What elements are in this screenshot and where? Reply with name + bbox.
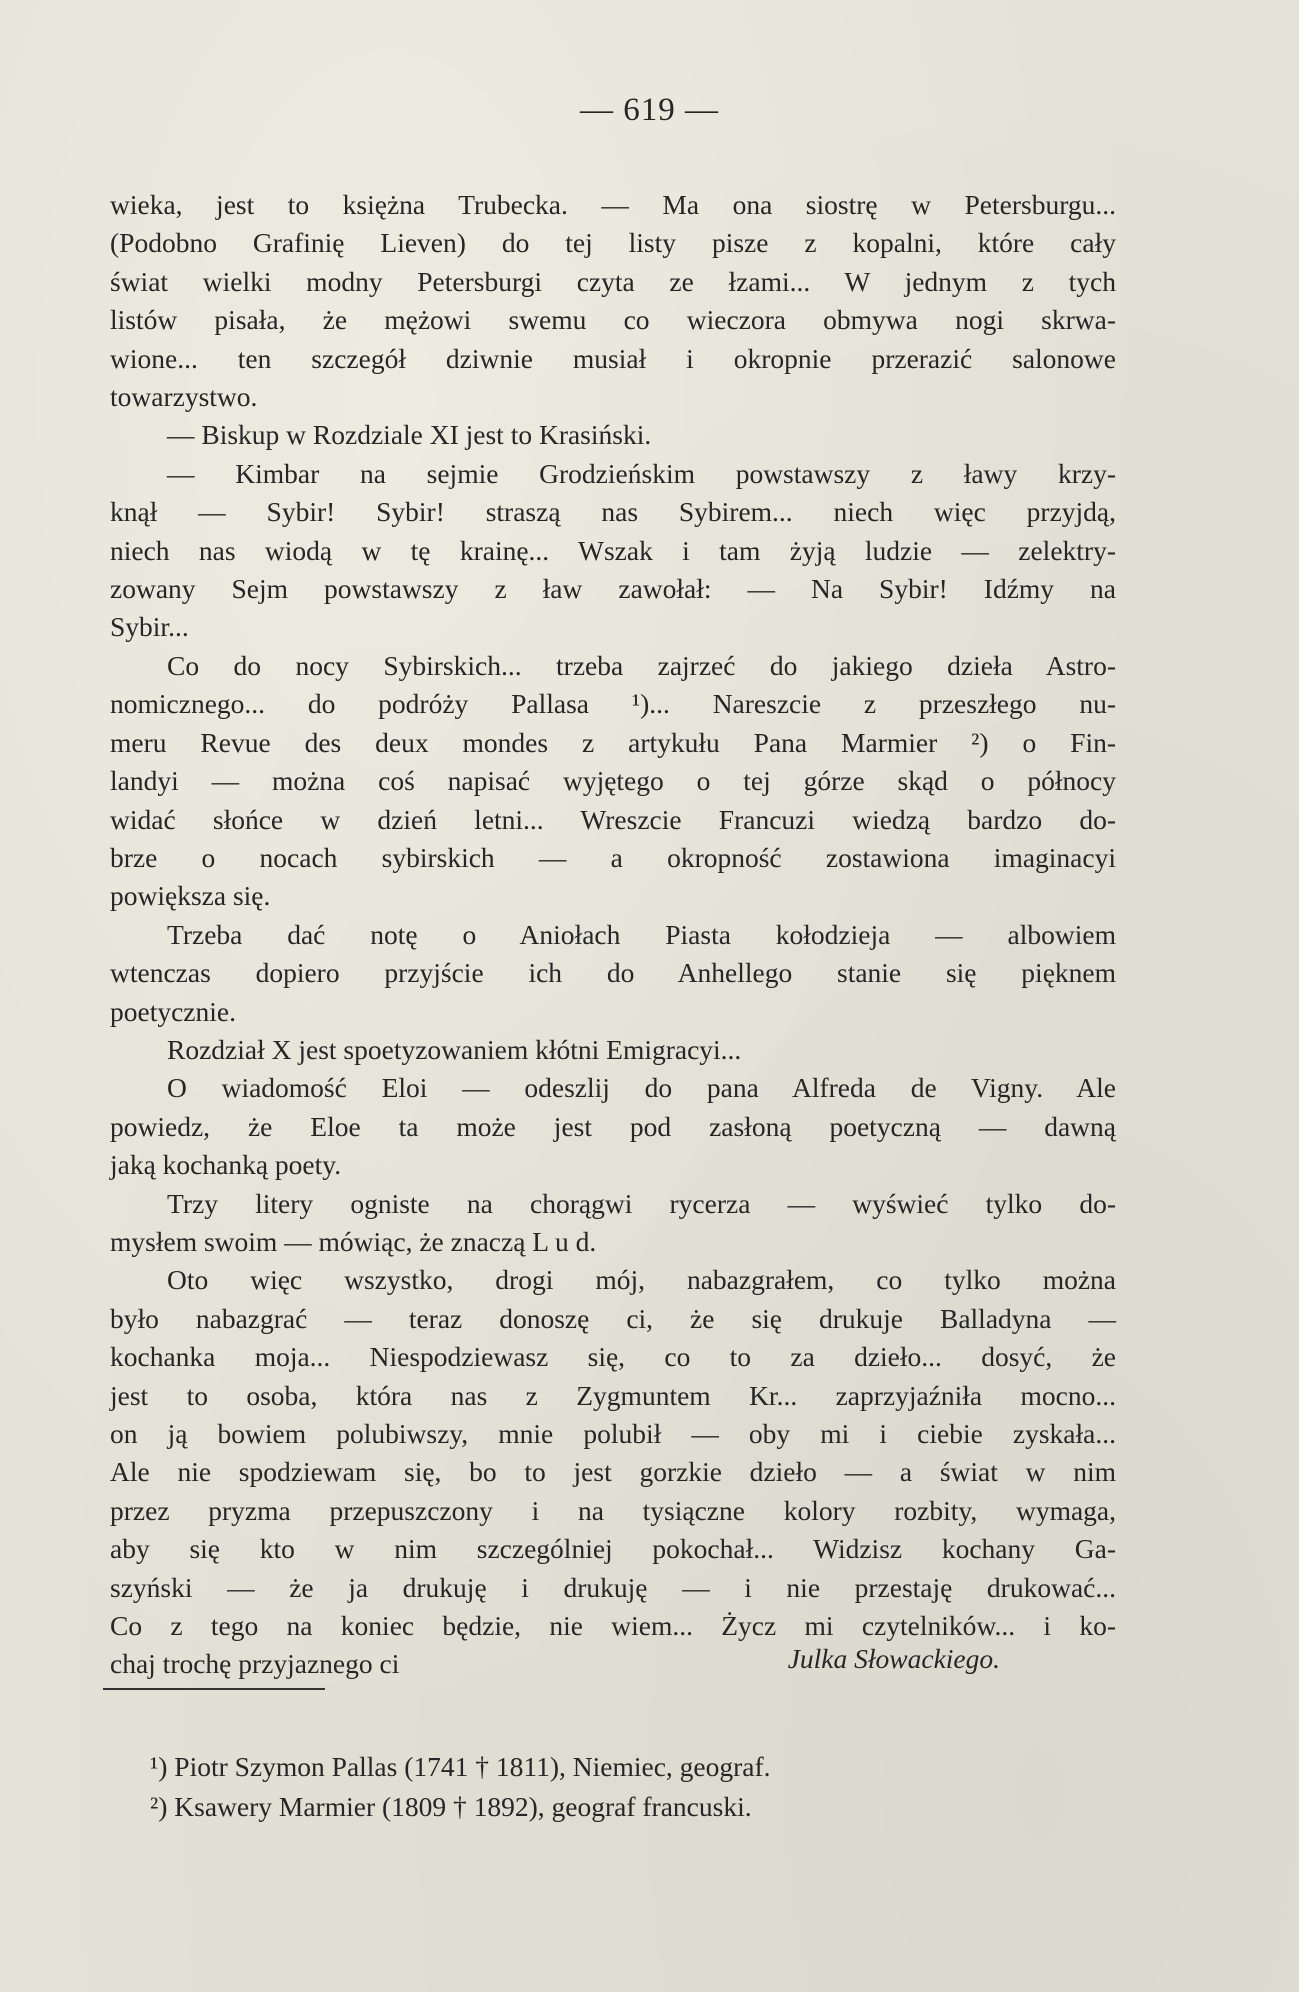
text-line: szyński — że ja drukuję i drukuję — i nie przestaję drukować... bbox=[110, 1571, 1116, 1603]
text-line: jaką kochanką poety. bbox=[110, 1149, 342, 1181]
text-line: O wiadomość Eloi — odeszlij do pana Alfreda de Vigny. Ale bbox=[167, 1072, 1116, 1104]
text-line: świat wielki modny Petersburgi czyta ze łzami... W jednym z tych bbox=[110, 265, 1116, 297]
text-line: przez pryzma przepuszczony i na tysiączne kolory rozbity, wymaga, bbox=[110, 1494, 1116, 1526]
footnotes bbox=[150, 1747, 1050, 1827]
text-line: meru Revue des deux mondes z artykułu Pana Marmier ²) o Fin- bbox=[110, 726, 1116, 758]
text-line: knął — Sybir! Sybir! straszą nas Sybirem... niech więc przyjdą, bbox=[110, 496, 1116, 528]
text-line: (Podobno Grafinię Lieven) do tej listy pisze z kopalni, które cały bbox=[110, 227, 1116, 259]
text-line: — Kimbar na sejmie Grodzieńskim powstawszy z ławy krzy- bbox=[167, 457, 1116, 489]
text-line: listów pisała, że mężowi swemu co wieczora obmywa nogi skrwa- bbox=[110, 304, 1116, 336]
text-line: Co z tego na koniec będzie, nie wiem... Życz mi czytelników... i ko- bbox=[110, 1610, 1116, 1642]
footnote-1: ¹) Piotr Szymon Pallas (1741 † 1811), Niemiec, geograf. bbox=[150, 1751, 771, 1782]
text-line: chaj trochę przyjaznego ci bbox=[110, 1648, 400, 1680]
text-line: Trzeba dać notę o Aniołach Piasta kołodzieja — albowiem bbox=[167, 918, 1116, 950]
text-line: on ją bowiem polubiwszy, mnie polubił — oby mi i ciebie zyskała... bbox=[110, 1418, 1116, 1449]
text-line: było nabazgrać — teraz donoszę ci, że się drukuje Balladyna — bbox=[110, 1302, 1116, 1334]
text-line: wieka, jest to księżna Trubecka. — Ma ona siostrę w Petersburgu... bbox=[110, 189, 1116, 220]
text-line: poetycznie. bbox=[110, 995, 236, 1027]
text-line: Co do nocy Sybirskich... trzeba zajrzeć do jakiego dzieła Astro- bbox=[167, 649, 1116, 681]
text-line: landyi — można coś napisać wyjętego o tej górze skąd o północy bbox=[110, 765, 1116, 797]
footnote-separator bbox=[103, 1688, 325, 1690]
text-line: aby się kto w nim szczególniej pokochał... Widzisz kochany Ga- bbox=[110, 1533, 1116, 1565]
text-line: brze o nocach sybirskich — a okropność zostawiona imaginacyi bbox=[110, 841, 1116, 873]
text-line: jest to osoba, która nas z Zygmuntem Kr... zaprzyjaźniła mocno... bbox=[110, 1379, 1116, 1411]
text-line: Sybir... bbox=[110, 611, 189, 643]
text-line: powiedz, że Eloe ta może jest pod zasłoną poetyczną — dawną bbox=[110, 1110, 1116, 1142]
text-line: towarzystwo. bbox=[110, 381, 258, 413]
body-text bbox=[110, 186, 1116, 1684]
page-number: — 619 — bbox=[580, 92, 719, 128]
text-line: Rozdział X jest spoetyzowaniem kłótni Emigracyi... bbox=[167, 1033, 742, 1065]
text-line: — Biskup w Rozdziale XI jest to Krasiński. bbox=[167, 419, 652, 451]
text-line: wione... ten szczegół dziwnie musiał i okropnie przerazić salonowe bbox=[110, 342, 1116, 374]
letter-signature: Julka Słowackiego. bbox=[787, 1643, 1000, 1674]
text-line: Oto więc wszystko, drogi mój, nabazgrałem, co tylko można bbox=[167, 1264, 1116, 1296]
text-line: powiększa się. bbox=[110, 880, 271, 912]
text-line: wtenczas dopiero przyjście ich do Anhellego stanie się pięknem bbox=[110, 957, 1116, 989]
text-line: widać słońce w dzień letni... Wreszcie Francuzi wiedzą bardzo do- bbox=[110, 803, 1116, 835]
text-line: kochanka moja... Niespodziewasz się, co to za dzieło... dosyć, że bbox=[110, 1341, 1116, 1373]
text-line: niech nas wiodą w tę krainę... Wszak i tam żyją ludzie — zelektry- bbox=[110, 534, 1116, 566]
footnote-2: ²) Ksawery Marmier (1809 † 1892), geograf francuski. bbox=[150, 1791, 752, 1822]
text-line: zowany Sejm powstawszy z ław zawołał: — Na Sybir! Idźmy na bbox=[110, 573, 1116, 605]
text-line: mysłem swoim — mówiąc, że znaczą L u d. bbox=[110, 1225, 597, 1257]
text-line: nomicznego... do podróży Pallasa ¹)... Nareszcie z przeszłego nu- bbox=[110, 688, 1116, 720]
text-line: Trzy litery ogniste na chorągwi rycerza — wyświeć tylko do- bbox=[167, 1187, 1116, 1219]
text-line: Ale nie spodziewam się, bo to jest gorzkie dzieło — a świat w nim bbox=[110, 1456, 1116, 1488]
